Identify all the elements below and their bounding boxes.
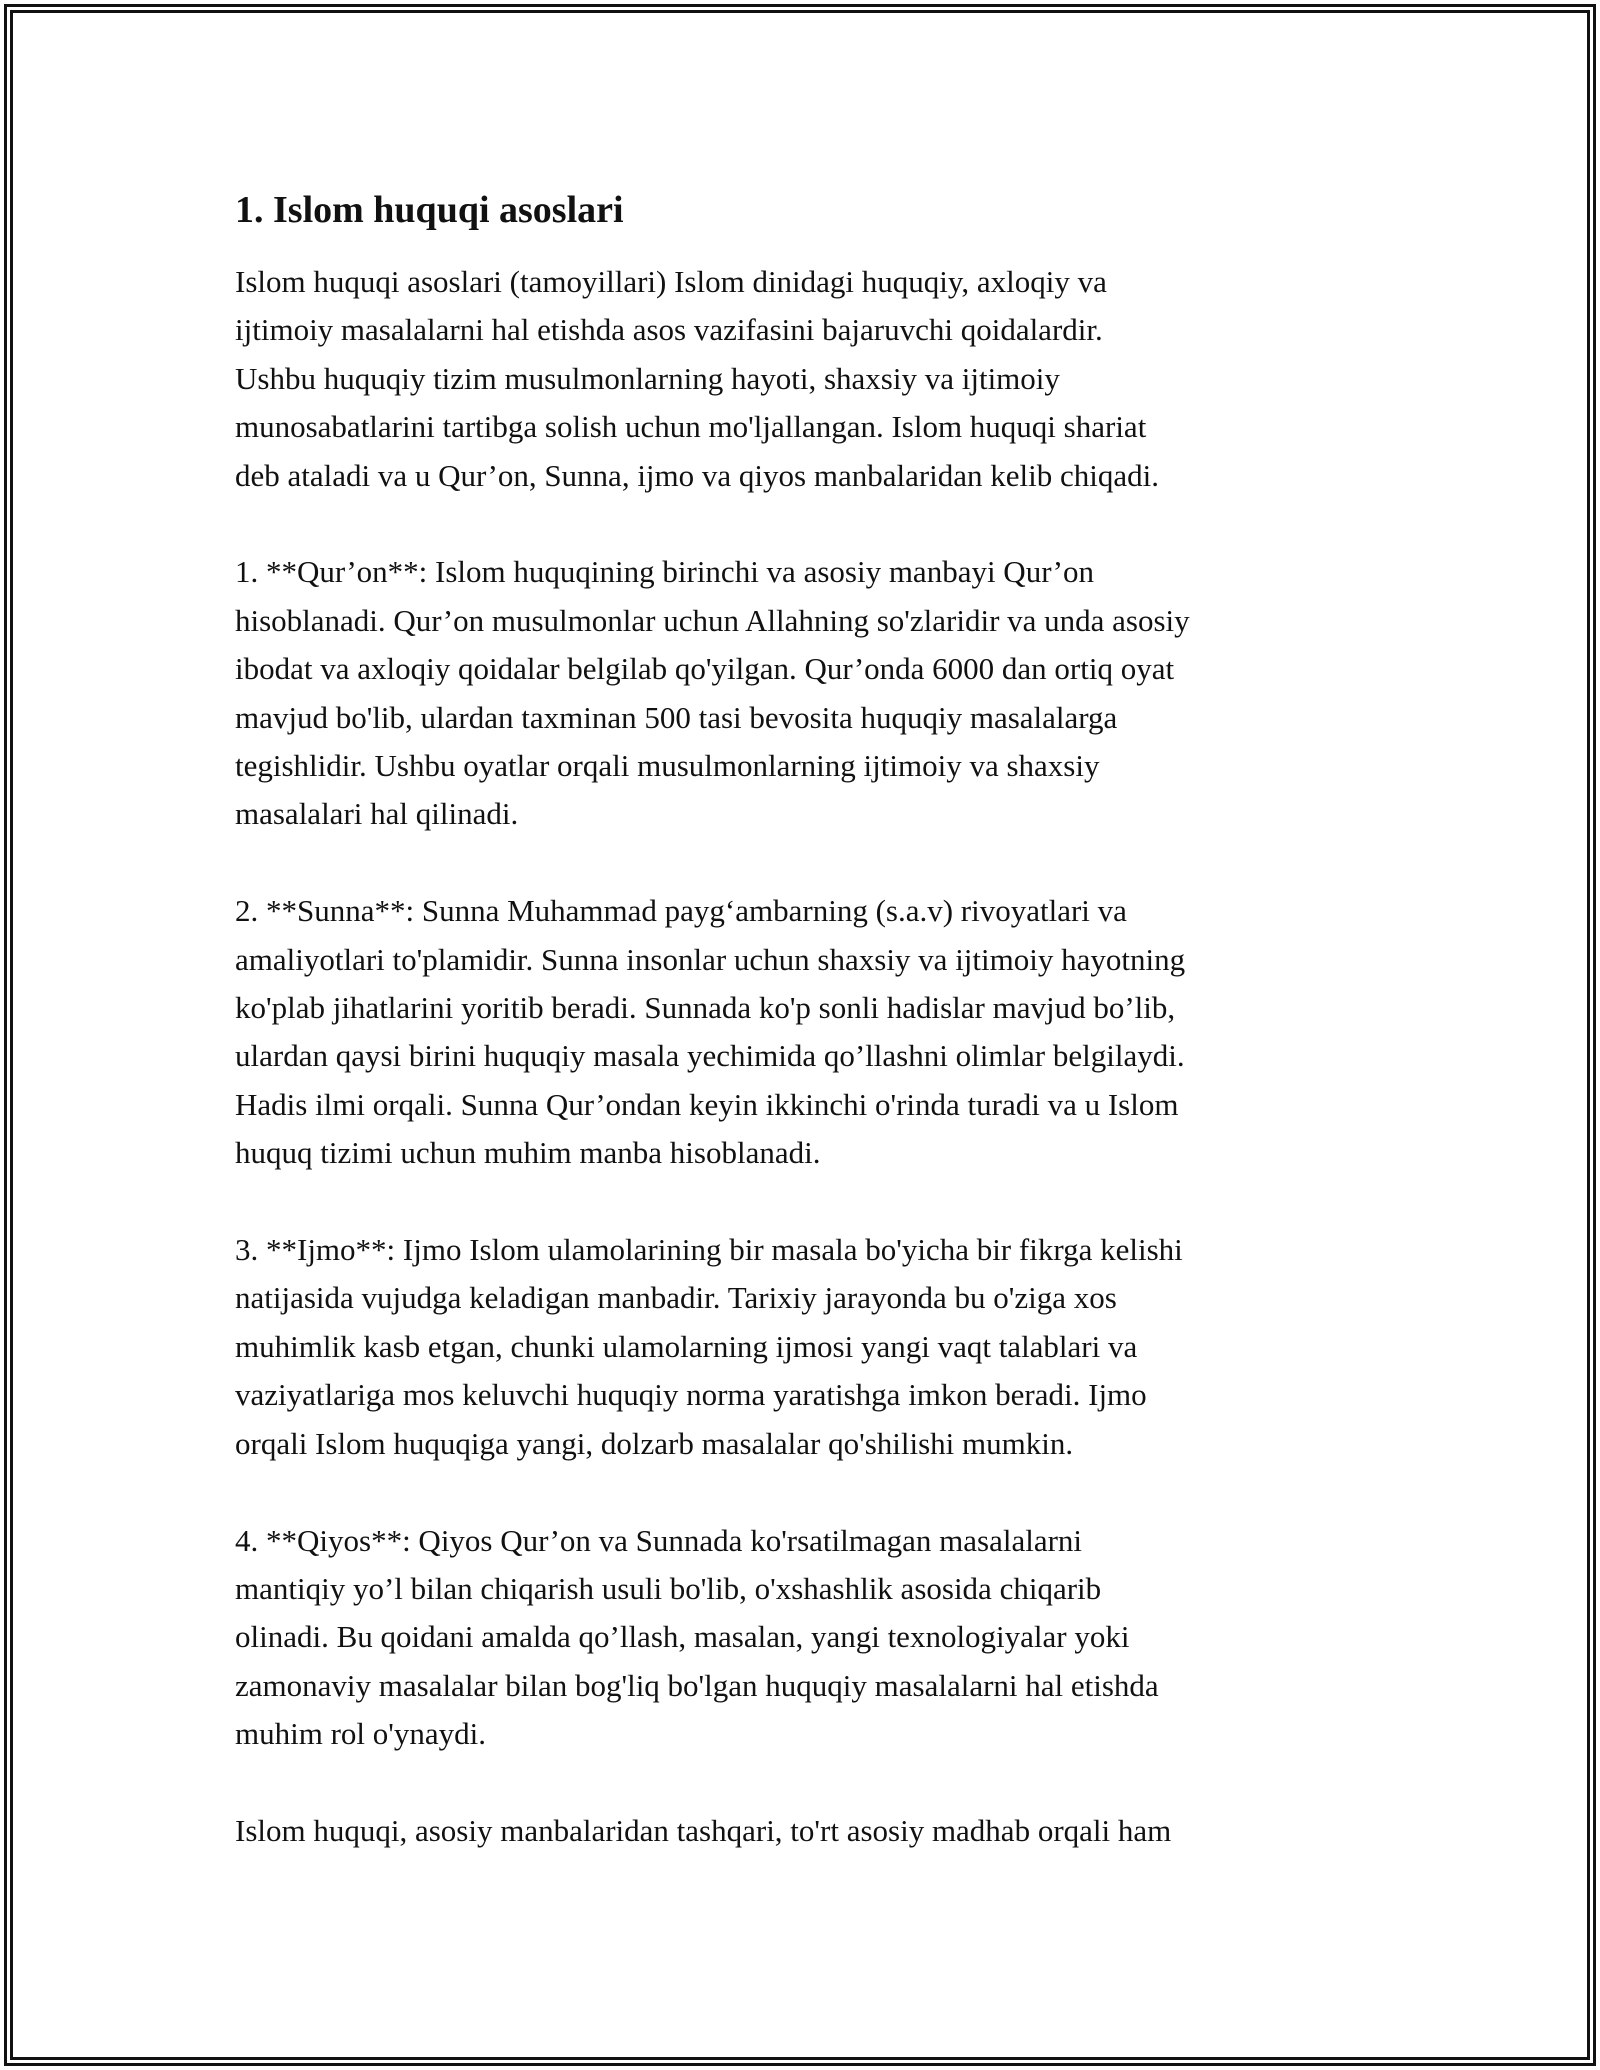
text-line: muhimlik kasb etgan, chunki ulamolarning ijmosi yangi vaqt talablari va: [235, 1328, 1138, 1364]
text-line: Ushbu huquqiy tizim musulmonlarning hayoti, shaxsiy va ijtimoiy: [235, 360, 1060, 396]
text-line: 3. **Ijmo**: Ijmo Islom ulamolarining bir masala bo'yicha bir fikrga kelishi: [235, 1232, 1183, 1268]
document-body: [235, 186, 1385, 1904]
paragraph-ijmo: [235, 1226, 1385, 1468]
text-line: muhim rol o'ynaydi.: [235, 1716, 486, 1752]
text-line: ulardan qaysi birini huquqiy masala yechimida qo’llashni olimlar belgilaydi.: [235, 1038, 1185, 1074]
text-line: deb ataladi va u Qur’on, Sunna, ijmo va qiyos manbalaridan kelib chiqadi.: [235, 457, 1160, 493]
paragraph-intro: [235, 258, 1385, 500]
text-line: orqali Islom huquqiga yangi, dolzarb masalalar qo'shilishi mumkin.: [235, 1425, 1074, 1461]
text-line: masalalari hal qilinadi.: [235, 796, 519, 832]
text-line: hisoblanadi. Qur’on musulmonlar uchun Allahning so'zlaridir va unda asosiy: [235, 602, 1190, 638]
text-line: vaziyatlariga mos keluvchi huquqiy norma yaratishga imkon beradi. Ijmo: [235, 1377, 1147, 1413]
text-line: 1. **Qur’on**: Islom huquqining birinchi va asosiy manbayi Qur’on: [235, 554, 1094, 590]
text-line: munosabatlarini tartibga solish uchun mo'ljallangan. Islom huquqi shariat: [235, 409, 1147, 445]
paragraph-qiyos: [235, 1517, 1385, 1759]
text-line: Islom huquqi, asosiy manbalaridan tashqari, to'rt asosiy madhab orqali ham: [235, 1812, 1172, 1848]
text-line: zamonaviy masalalar bilan bog'liq bo'lgan huquqiy masalalarni hal etishda: [235, 1667, 1159, 1703]
text-line: mantiqiy yo’l bilan chiqarish usuli bo'lib, o'xshashlik asosida chiqarib: [235, 1570, 1102, 1606]
text-line: amaliyotlari to'plamidir. Sunna insonlar uchun shaxsiy va ijtimoiy hayotning: [235, 941, 1186, 977]
paragraph-madhab: [235, 1807, 1385, 1855]
text-line: ko'plab jihatlarini yoritib beradi. Sunnada ko'p sonli hadislar mavjud bo’lib,: [235, 990, 1176, 1026]
text-line: tegishlidir. Ushbu oyatlar orqali musulmonlarning ijtimoiy va shaxsiy: [235, 748, 1100, 784]
text-line: huquq tizimi uchun muhim manba hisoblanadi.: [235, 1135, 821, 1171]
text-line: Hadis ilmi orqali. Sunna Qur’ondan keyin ikkinchi o'rinda turadi va u Islom: [235, 1086, 1179, 1122]
text-line: olinadi. Bu qoidani amalda qo’llash, masalan, yangi texnologiyalar yoki: [235, 1619, 1130, 1655]
section-heading: 1. Islom huquqi asoslari: [235, 189, 624, 231]
text-line: ibodat va axloqiy qoidalar belgilab qo'yilgan. Qur’onda 6000 dan ortiq oyat: [235, 651, 1175, 687]
text-line: natijasida vujudga keladigan manbadir. Tarixiy jarayonda bu o'ziga xos: [235, 1280, 1117, 1316]
text-line: mavjud bo'lib, ulardan taxminan 500 tasi bevosita huquqiy masalalarga: [235, 699, 1118, 735]
text-line: 2. **Sunna**: Sunna Muhammad payg‘ambarning (s.a.v) rivoyatlari va: [235, 893, 1127, 929]
paragraph-quran: [235, 548, 1385, 838]
text-line: Islom huquqi asoslari (tamoyillari) Islom dinidagi huquqiy, axloqiy va: [235, 264, 1107, 299]
text-line: 4. **Qiyos**: Qiyos Qur’on va Sunnada ko'rsatilmagan masalalarni: [235, 1522, 1083, 1558]
text-line: ijtimoiy masalalarni hal etishda asos vazifasini bajaruvchi qoidalardir.: [235, 312, 1103, 348]
paragraph-sunna: [235, 887, 1385, 1177]
